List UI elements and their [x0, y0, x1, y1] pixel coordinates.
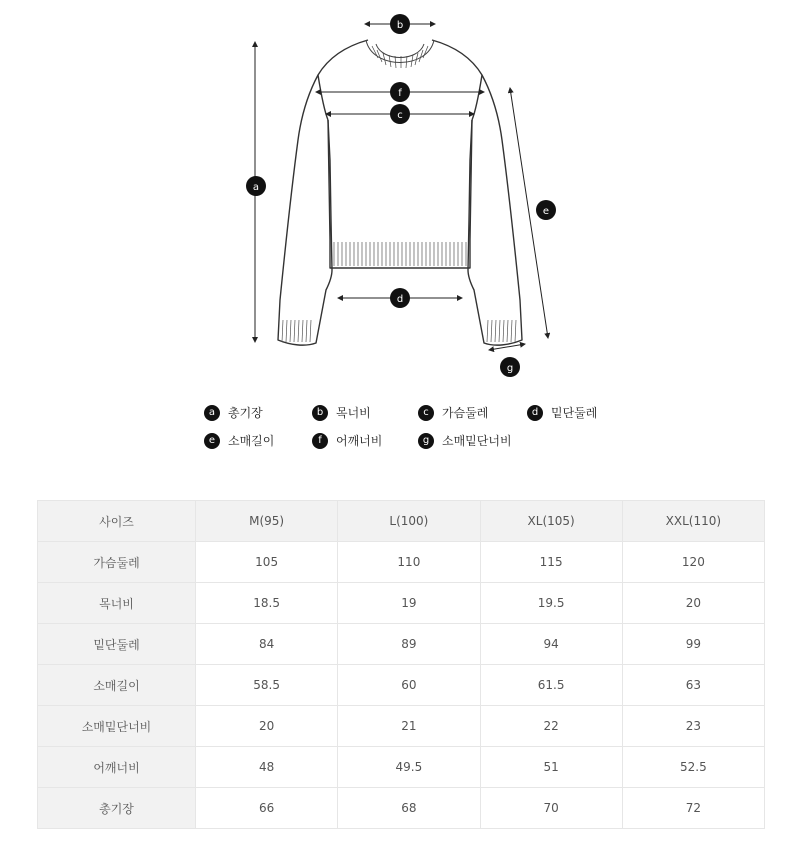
table-cell: 94 — [480, 624, 622, 665]
legend-label: 밑단둘레 — [551, 406, 598, 420]
legend-item-b — [312, 404, 371, 421]
legend-item-a — [204, 404, 263, 421]
table-cell: 61.5 — [480, 665, 622, 706]
svg-text:f: f — [398, 88, 402, 99]
marker-c — [390, 104, 410, 124]
row-label: 소매밑단너비 — [38, 706, 196, 747]
table-cell: 19 — [338, 583, 480, 624]
size-table-header-row — [38, 501, 765, 542]
legend-marker-a: a — [204, 405, 220, 421]
header-cell-xl: XL(105) — [480, 501, 622, 542]
header-cell-m: M(95) — [196, 501, 338, 542]
table-cell: 68 — [338, 788, 480, 829]
legend-item-c — [418, 404, 488, 421]
svg-text:d: d — [396, 294, 404, 305]
table-cell: 63 — [622, 665, 764, 706]
row-label: 어깨너비 — [38, 747, 196, 788]
table-cell: 60 — [338, 665, 480, 706]
legend-item-e — [204, 432, 274, 449]
row-label: 가슴둘레 — [38, 542, 196, 583]
svg-text:b: b — [396, 20, 404, 31]
svg-text:a: a — [252, 182, 260, 193]
legend-marker-e: e — [204, 433, 220, 449]
svg-text:g: g — [506, 363, 514, 374]
table-cell: 48 — [196, 747, 338, 788]
legend-marker-b: b — [312, 405, 328, 421]
legend-marker-f: f — [312, 433, 328, 449]
legend-label: 소매길이 — [228, 434, 275, 448]
legend-item-d — [527, 404, 597, 421]
table-row — [38, 665, 765, 706]
legend-label: 가슴둘레 — [442, 406, 489, 420]
header-cell-size: 사이즈 — [38, 501, 196, 542]
table-cell: 58.5 — [196, 665, 338, 706]
sweater-measurement-diagram — [0, 0, 800, 380]
legend-marker-c: c — [418, 405, 434, 421]
legend-marker-g: g — [418, 433, 434, 449]
table-cell: 19.5 — [480, 583, 622, 624]
table-cell: 115 — [480, 542, 622, 583]
marker-d — [390, 288, 410, 308]
row-label: 밑단둘레 — [38, 624, 196, 665]
row-label: 총기장 — [38, 788, 196, 829]
table-row — [38, 747, 765, 788]
table-row — [38, 583, 765, 624]
table-cell: 22 — [480, 706, 622, 747]
marker-e — [536, 200, 556, 220]
row-label: 소매길이 — [38, 665, 196, 706]
marker-f — [390, 82, 410, 102]
row-label: 목너비 — [38, 583, 196, 624]
svg-text:c: c — [397, 110, 403, 121]
table-cell: 23 — [622, 706, 764, 747]
table-cell: 70 — [480, 788, 622, 829]
table-cell: 120 — [622, 542, 764, 583]
table-cell: 52.5 — [622, 747, 764, 788]
header-cell-l: L(100) — [338, 501, 480, 542]
table-cell: 20 — [196, 706, 338, 747]
legend-label: 총기장 — [228, 406, 263, 420]
legend-item-g — [418, 432, 512, 449]
neck-rib — [366, 40, 434, 68]
table-cell: 21 — [338, 706, 480, 747]
svg-text:e: e — [542, 206, 550, 217]
table-cell: 89 — [338, 624, 480, 665]
legend-label: 어깨너비 — [336, 434, 383, 448]
legend-label: 목너비 — [336, 406, 371, 420]
table-cell: 66 — [196, 788, 338, 829]
table-cell: 110 — [338, 542, 480, 583]
table-cell: 51 — [480, 747, 622, 788]
legend-item-f — [312, 432, 382, 449]
table-cell: 18.5 — [196, 583, 338, 624]
legend-label: 소매밑단너비 — [442, 434, 512, 448]
table-row — [38, 542, 765, 583]
size-table — [37, 500, 765, 829]
table-row — [38, 788, 765, 829]
header-cell-xxl: XXL(110) — [622, 501, 764, 542]
table-cell: 99 — [622, 624, 764, 665]
hem-rib — [334, 242, 466, 266]
table-cell: 105 — [196, 542, 338, 583]
marker-b — [390, 14, 410, 34]
table-cell: 20 — [622, 583, 764, 624]
table-row — [38, 706, 765, 747]
table-cell: 49.5 — [338, 747, 480, 788]
table-cell: 72 — [622, 788, 764, 829]
marker-a — [246, 176, 266, 196]
table-row — [38, 624, 765, 665]
marker-g — [500, 357, 520, 377]
table-cell: 84 — [196, 624, 338, 665]
legend-marker-d: d — [527, 405, 543, 421]
